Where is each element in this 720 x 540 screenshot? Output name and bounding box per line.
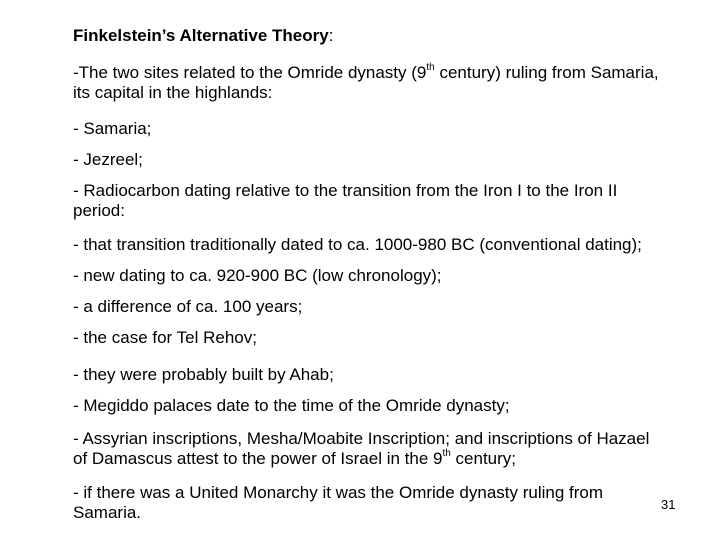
bullet-difference: - a difference of ca. 100 years;	[73, 297, 303, 316]
bullet-omride-sites	[73, 63, 663, 103]
slide-title-bold: Finkelstein’s Alternative Theory	[73, 26, 329, 45]
bullet-text: - Assyrian inscriptions, Mesha/Moabite Inscription; and inscriptions of Hazael of Damascus attest to the power of Israel in the 9	[73, 429, 650, 468]
bullet-radiocarbon: - Radiocarbon dating relative to the transition from the Iron I to the Iron II period:	[73, 181, 618, 220]
superscript: th	[442, 448, 451, 460]
bullet-ahab: - they were probably built by Ahab;	[73, 365, 334, 384]
bullet-conventional-dating: - that transition traditionally dated to ca. 1000-980 BC (conventional dating);	[73, 235, 642, 254]
bullet-low-chronology: - new dating to ca. 920-900 BC (low chronology);	[73, 266, 442, 285]
bullet-megiddo: - Megiddo palaces date to the time of the Omride dynasty;	[73, 396, 510, 415]
bullet-text: century) ruling from Samaria, its capital in the highlands:	[73, 63, 659, 102]
bullet-text: century;	[450, 449, 517, 468]
bullet-text: -The two sites related to the Omride dynasty (9	[73, 63, 427, 82]
bullet-samaria: - Samaria;	[73, 119, 152, 138]
bullet-jezreel: - Jezreel;	[73, 150, 143, 169]
slide-title	[73, 26, 333, 46]
slide-title-suffix: :	[328, 26, 334, 45]
superscript: th	[426, 62, 435, 74]
bullet-united-monarchy: - if there was a United Monarchy it was the Omride dynasty ruling from Samaria.	[73, 483, 604, 522]
page-number: 31	[661, 497, 676, 512]
bullet-inscriptions	[73, 429, 663, 469]
bullet-tel-rehov: - the case for Tel Rehov;	[73, 328, 257, 347]
